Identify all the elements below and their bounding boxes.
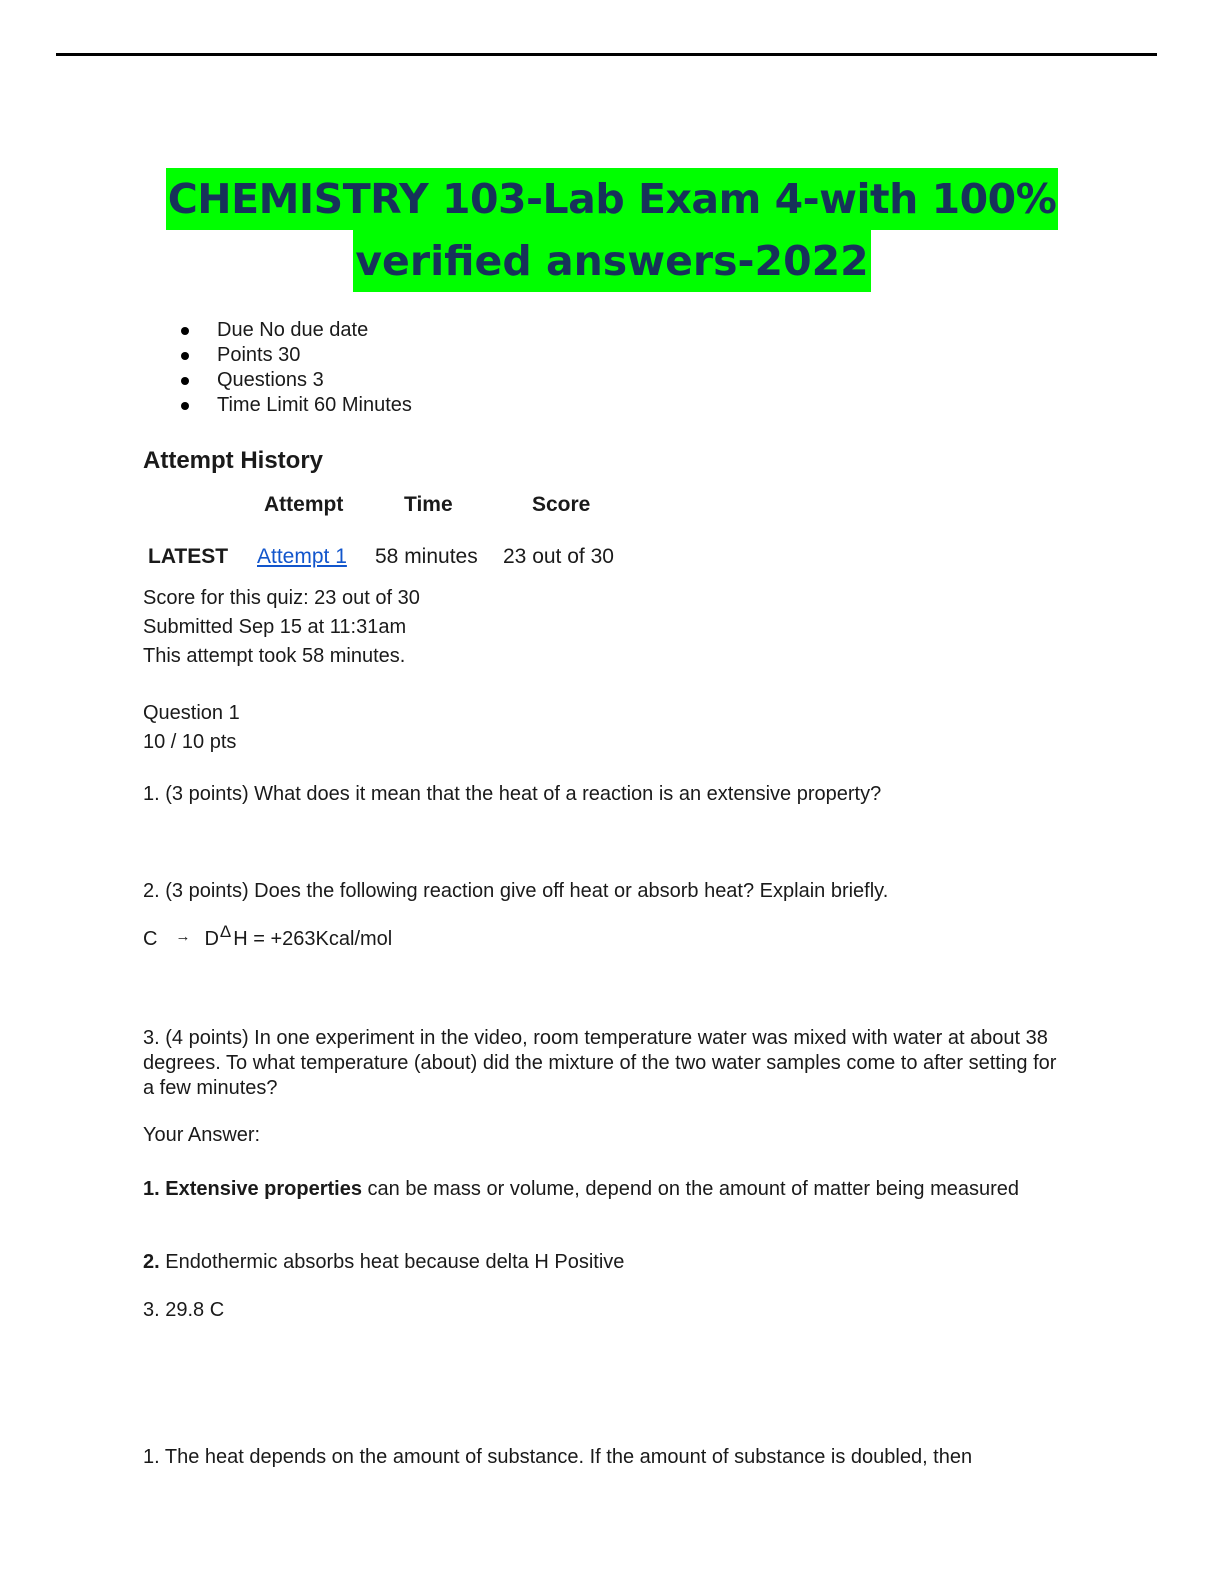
reactant: C [143, 928, 158, 950]
meta-item-time-limit: Time Limit 60 Minutes [178, 393, 412, 418]
title-line-2: verified answers-2022 [353, 230, 870, 292]
submitted-date: Submitted Sep 15 at 11:31am [143, 616, 407, 638]
attempt-score: 23 out of 30 [503, 545, 614, 568]
answer-3: 3. 29.8 C [143, 1299, 225, 1321]
question-1-text: 1. (3 points) What does it mean that the heat of a reaction is an extensive property? [143, 783, 882, 805]
attempt-link[interactable]: Attempt 1 [257, 545, 347, 568]
answer-2-text: Endothermic absorbs heat because delta H Positive [159, 1251, 625, 1273]
your-answer-label: Your Answer: [143, 1124, 261, 1146]
bullet-icon [181, 402, 189, 410]
arrow-icon: → [175, 928, 191, 945]
meta-item-due: Due No due date [178, 318, 412, 343]
bullet-icon [181, 327, 189, 335]
question-points: 10 / 10 pts [143, 731, 237, 753]
enthalpy-value: H = +263Kcal/mol [233, 928, 393, 950]
reaction-equation [143, 921, 393, 951]
answer-2 [143, 1250, 1063, 1275]
question-3-text: 3. (4 points) In one experiment in the video, room temperature water was mixed with water at about 38 degrees. To what temperature (about) did the mixture of the two water samples come to after setting for a few minutes? [143, 1027, 1057, 1099]
question-title: Question 1 [143, 702, 240, 724]
product: D [204, 928, 219, 950]
column-header-time: Time [404, 493, 453, 516]
bullet-icon [181, 352, 189, 360]
question-2-text: 2. (3 points) Does the following reaction give off heat or absorb heat? Explain briefly. [143, 880, 889, 902]
attempt-time: 58 minutes [375, 545, 478, 568]
delta-icon: Δ [219, 921, 232, 941]
meta-item-points: Points 30 [178, 343, 412, 368]
quiz-score: Score for this quiz: 23 out of 30 [143, 587, 420, 609]
meta-item-questions: Questions 3 [178, 368, 412, 393]
answer-1 [143, 1177, 1063, 1202]
answer-2-bold: 2. [143, 1251, 160, 1273]
answer-1-text: can be mass or volume, depend on the amount of matter being measured [361, 1178, 1020, 1200]
extra-answer-text: 1. The heat depends on the amount of substance. If the amount of substance is doubled, then [143, 1446, 973, 1468]
top-rule [56, 53, 1157, 56]
answer-1-bold: 1. Extensive properties [143, 1178, 362, 1200]
quiz-meta-list [178, 318, 412, 418]
column-header-score: Score [532, 493, 591, 516]
title-line-1: CHEMISTRY 103-Lab Exam 4-with 100% [166, 168, 1059, 230]
document-title [0, 168, 1224, 292]
column-header-attempt: Attempt [264, 493, 344, 516]
latest-label: LATEST [148, 545, 229, 568]
attempt-history-heading: Attempt History [143, 447, 324, 474]
bullet-icon [181, 377, 189, 385]
attempt-duration: This attempt took 58 minutes. [143, 645, 406, 667]
